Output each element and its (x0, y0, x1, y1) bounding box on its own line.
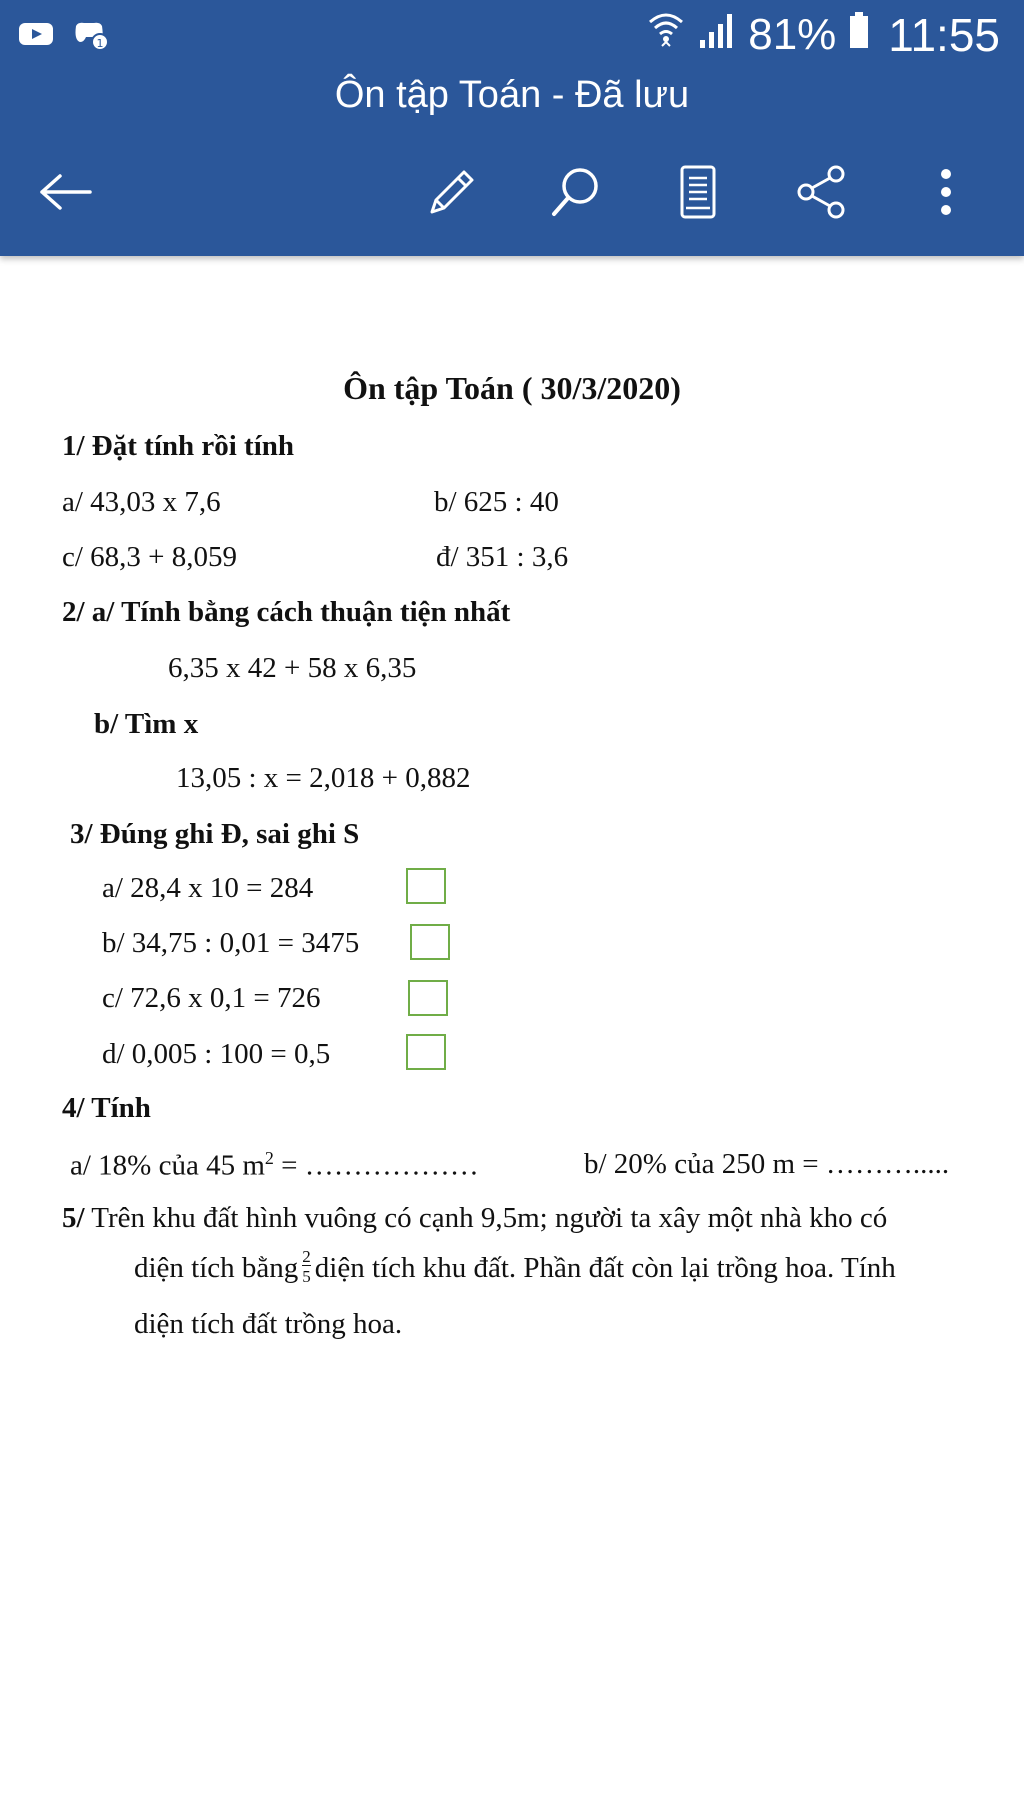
q4-b: b/ 20% của 250 m = ………..... (584, 1148, 950, 1180)
q5-line1-text: Trên khu đất hình vuông có cạnh 9,5m; người ta xây một nhà kho có (84, 1202, 888, 1234)
q5-line2 (134, 1247, 896, 1289)
signal-icon (696, 10, 736, 61)
more-options-button[interactable] (914, 160, 978, 224)
q3-heading: 3/ Đúng ghi Đ, sai ghi S (70, 818, 360, 850)
q5-line2-post: diện tích khu đất. Phần đất còn lại trồng hoa. Tính (314, 1252, 896, 1285)
back-button[interactable] (34, 160, 98, 224)
svg-text:1: 1 (96, 37, 104, 50)
q2-expr-b: 13,05 : x = 2,018 + 0,882 (176, 762, 471, 794)
battery-percent: 81% (748, 10, 837, 59)
doc-heading: Ôn tập Toán ( 30/3/2020) (343, 370, 681, 406)
q3-item-a: a/ 28,4 x 10 = 284 (102, 872, 314, 904)
q1-a: a/ 43,03 x 7,6 (62, 486, 221, 518)
q5-line2-pre: diện tích bằng (134, 1252, 299, 1285)
battery-icon (848, 10, 870, 61)
q1-d: đ/ 351 : 3,6 (436, 541, 569, 573)
youtube-icon (18, 19, 54, 54)
back-arrow-icon (38, 172, 94, 212)
q1-heading: 1/ Đặt tính rồi tính (62, 430, 295, 462)
q4-heading: 4/ Tính (62, 1092, 151, 1124)
edit-button[interactable] (420, 160, 484, 224)
q3-item-b: b/ 34,75 : 0,01 = 3475 (102, 927, 360, 959)
answer-box-d[interactable] (406, 1034, 446, 1070)
clock: 11:55 (888, 9, 1000, 61)
q2-b-heading: b/ Tìm x (94, 708, 199, 740)
answer-box-a[interactable] (406, 868, 446, 904)
q4-a (70, 1148, 479, 1183)
document-title: Ôn tập Toán - Đã lưu (334, 74, 690, 116)
search-button[interactable] (544, 160, 608, 224)
toolbar (0, 152, 1024, 232)
q2-heading: 2/ a/ Tính bằng cách thuận tiện nhất (62, 596, 511, 628)
pencil-icon (424, 164, 480, 220)
fraction-denominator: 5 (302, 1267, 311, 1286)
q2-expr-a: 6,35 x 42 + 58 x 6,35 (168, 652, 417, 684)
mobile-view-button[interactable] (666, 160, 730, 224)
share-icon (794, 164, 850, 220)
fraction-numerator: 2 (302, 1247, 311, 1266)
q5-line3: diện tích đất trồng hoa. (134, 1308, 403, 1340)
mobile-view-icon (676, 164, 720, 220)
search-icon (548, 164, 604, 220)
q5-line1 (62, 1202, 887, 1235)
document-page[interactable] (0, 256, 1024, 1820)
answer-box-c[interactable] (408, 980, 448, 1016)
app-bar (0, 0, 1024, 256)
q4-a-suffix: = ……………… (273, 1149, 479, 1182)
answer-box-b[interactable] (410, 924, 450, 960)
q1-c: c/ 68,3 + 8,059 (62, 541, 238, 573)
q4-a-prefix: a/ 18% của 45 m (70, 1149, 265, 1182)
q5-label: 5/ (62, 1202, 85, 1234)
q3-item-c: c/ 72,6 x 0,1 = 726 (102, 982, 321, 1014)
wifi-icon (648, 10, 684, 61)
status-bar (0, 0, 1024, 72)
share-button[interactable] (790, 160, 854, 224)
q1-b: b/ 625 : 40 (434, 486, 559, 518)
q4-a-superscript: 2 (264, 1148, 274, 1168)
q3-item-d: d/ 0,005 : 100 = 0,5 (102, 1038, 331, 1070)
more-vert-icon (936, 164, 956, 220)
fraction (302, 1248, 311, 1285)
gamepad-notification-icon (70, 16, 110, 57)
